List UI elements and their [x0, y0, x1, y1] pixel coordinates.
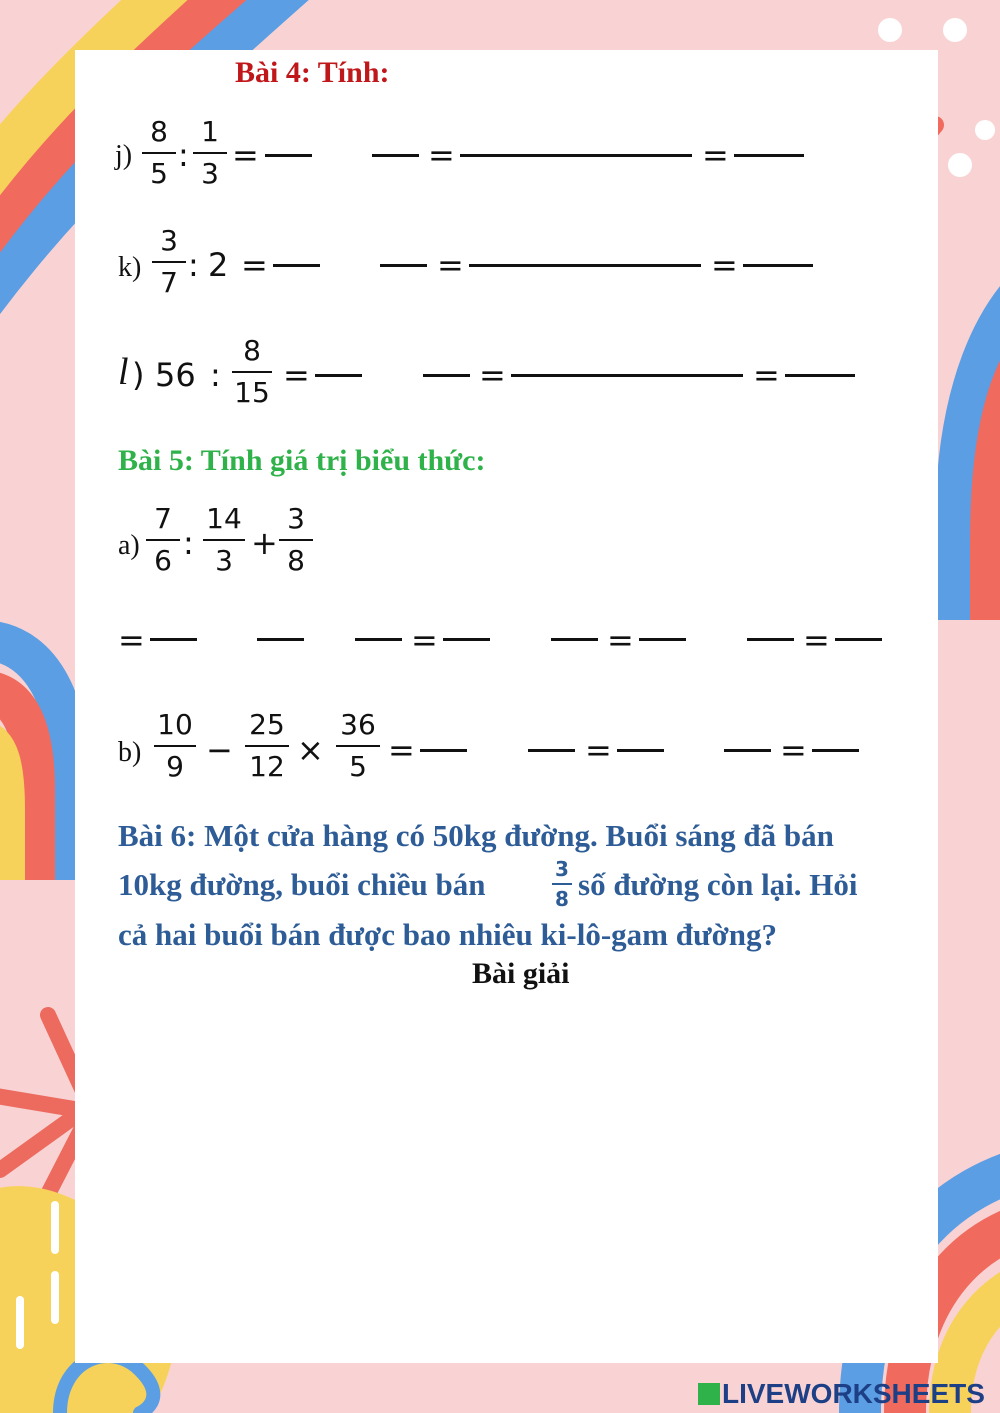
answer-blank[interactable]: [315, 374, 362, 377]
answer-blank[interactable]: [724, 749, 771, 752]
fraction-8-15: 8 15: [232, 334, 272, 410]
equals-sign: =: [118, 621, 145, 659]
equals-sign: =: [479, 356, 506, 394]
answer-blank[interactable]: [812, 749, 859, 752]
answer-blank[interactable]: [528, 749, 575, 752]
answer-blank[interactable]: [747, 638, 794, 641]
exercise-j-label: j): [115, 140, 133, 171]
fraction-14-3: 14 3: [203, 502, 245, 578]
answer-blank[interactable]: [420, 749, 467, 752]
equals-sign: =: [803, 621, 830, 659]
answer-blank[interactable]: [734, 154, 804, 157]
bai6-line-1: Bài 6: Một cửa hàng có 50kg đường. Buổi sáng đã bán: [118, 818, 834, 853]
equals-sign: =: [232, 136, 259, 174]
fraction-3-8: 3 8: [279, 502, 313, 578]
rainbow-right: [955, 260, 1000, 620]
bai6-line-2b: số đường còn lại. Hỏi: [578, 867, 858, 902]
divide-sign: :: [188, 246, 199, 284]
answer-blank[interactable]: [443, 638, 490, 641]
multiply-sign: ×: [297, 731, 324, 769]
label-paren: ): [132, 356, 145, 394]
equals-sign: =: [780, 731, 807, 769]
minus-sign: −: [206, 731, 233, 769]
bai4-title: Bài 4: Tính:: [235, 56, 390, 89]
fraction-36-5: 36 5: [336, 708, 380, 784]
answer-blank[interactable]: [380, 264, 427, 267]
equals-sign: =: [702, 136, 729, 174]
answer-blank[interactable]: [617, 749, 664, 752]
fraction-3-7: 3 7: [152, 224, 186, 300]
answer-blank[interactable]: [469, 264, 701, 267]
exercise-l-label: l: [118, 351, 129, 393]
divide-sign: :: [183, 524, 194, 562]
answer-blank[interactable]: [423, 374, 470, 377]
worksheet-paper: [75, 50, 938, 1363]
divide-sign: :: [210, 356, 221, 394]
fraction-3-8-inline: 3 8: [552, 857, 572, 911]
fraction-7-6: 7 6: [146, 502, 180, 578]
answer-blank[interactable]: [257, 638, 304, 641]
equals-sign: =: [241, 246, 268, 284]
answer-blank[interactable]: [355, 638, 402, 641]
rainbow-left-mid: [0, 640, 70, 880]
bai6-line-2a: 10kg đường, buổi chiều bán: [118, 867, 486, 902]
number: 2: [208, 246, 229, 284]
bai6-line-3: cả hai buổi bán được bao nhiêu ki-lô-gam đường?: [118, 917, 777, 952]
exercise-b-label: b): [118, 737, 142, 768]
answer-blank[interactable]: [460, 154, 692, 157]
answer-blank[interactable]: [551, 638, 598, 641]
number: 56: [155, 356, 196, 394]
fraction-8-5: 8 5: [142, 115, 176, 191]
answer-blank[interactable]: [265, 154, 312, 157]
bai5-title: Bài 5: Tính giá trị biểu thức:: [118, 444, 486, 477]
equals-sign: =: [388, 731, 415, 769]
fraction-25-12: 25 12: [245, 708, 289, 784]
logo-icon: [698, 1383, 720, 1405]
equals-sign: =: [607, 621, 634, 659]
equals-sign: =: [428, 136, 455, 174]
answer-blank[interactable]: [372, 154, 419, 157]
equals-sign: =: [437, 246, 464, 284]
equals-sign: =: [283, 356, 310, 394]
divide-sign: :: [178, 136, 189, 174]
fraction-1-3: 1 3: [193, 115, 227, 191]
exercise-k-label: k): [118, 252, 142, 283]
equals-sign: =: [753, 356, 780, 394]
solution-title: Bài giải: [472, 957, 570, 990]
answer-blank[interactable]: [511, 374, 743, 377]
plus-sign: +: [251, 524, 278, 562]
answer-blank[interactable]: [835, 638, 882, 641]
answer-blank[interactable]: [150, 638, 197, 641]
answer-blank[interactable]: [639, 638, 686, 641]
answer-blank[interactable]: [273, 264, 320, 267]
equals-sign: =: [411, 621, 438, 659]
answer-blank[interactable]: [743, 264, 813, 267]
equals-sign: =: [711, 246, 738, 284]
exercise-a-label: a): [118, 530, 140, 561]
answer-blank[interactable]: [785, 374, 855, 377]
equals-sign: =: [585, 731, 612, 769]
liveworksheets-logo: [698, 1378, 985, 1410]
logo-text: LIVEWORKSHEETS: [722, 1378, 985, 1409]
fraction-10-9: 10 9: [154, 708, 196, 784]
